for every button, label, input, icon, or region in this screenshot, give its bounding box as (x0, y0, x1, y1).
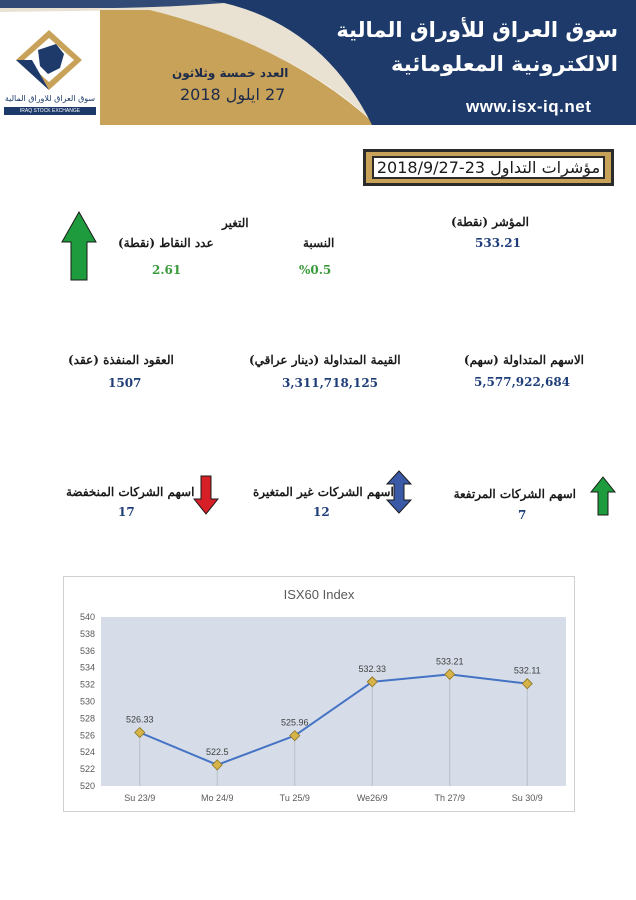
y-tick-label: 524 (79, 747, 95, 758)
points-value: 2.61 (152, 263, 182, 277)
falling-companies-value: 17 (118, 505, 135, 519)
x-tick-label: Tu 25/9 (279, 793, 310, 803)
chart-title: ISX60 Index (283, 587, 355, 602)
unchanged-companies-label: اسهم الشركات غير المتغيرة (253, 485, 394, 499)
isx-logo (14, 28, 84, 92)
data-label: 526.33 (125, 714, 154, 725)
y-tick-label: 530 (79, 696, 95, 707)
banner-text: مؤشرات التداول 23-2018/9/27 (372, 156, 605, 179)
contracts-value: 1507 (108, 376, 142, 390)
data-label: 525.96 (280, 717, 309, 728)
x-tick-label: Su 23/9 (124, 793, 156, 803)
percent-label: النسبة (303, 236, 335, 250)
y-tick-label: 538 (79, 628, 95, 639)
traded-shares-label: الاسهم المتداولة (سهم) (463, 353, 584, 367)
data-label: 522.5 (205, 746, 229, 757)
issue-date: 27 ايلول 2018 (180, 85, 286, 104)
y-tick-label: 536 (79, 645, 95, 656)
points-label: عدد النقاط (نقطة) (118, 236, 214, 250)
y-tick-label: 520 (79, 781, 95, 791)
rising-companies-label: اسهم الشركات المرتفعة (453, 487, 576, 501)
chart-svg (64, 577, 574, 811)
website-url: www.isx-iq.net (466, 97, 592, 116)
traded-value: 3,311,718,125 (282, 376, 379, 390)
exchange-subtitle: الالكترونية المعلومائية (391, 52, 618, 76)
data-label: 532.11 (513, 665, 541, 676)
y-tick-label: 540 (79, 612, 95, 622)
exchange-title: سوق العراق للأوراق المالية (336, 18, 618, 42)
index-value: 533.21 (475, 236, 521, 250)
x-tick-label: Th 27/9 (434, 793, 466, 803)
falling-arrow-icon (193, 475, 219, 515)
trading-indicators-banner (363, 149, 614, 186)
x-tick-label: We26/9 (356, 793, 388, 803)
data-label: 532.33 (358, 663, 387, 674)
falling-companies-label: اسهم الشركات المنخفضة (66, 485, 195, 499)
contracts-label: العقود المنفذة (عقد) (68, 353, 174, 367)
unchanged-companies-value: 12 (313, 505, 330, 519)
rising-companies-value: 7 (518, 508, 527, 522)
y-tick-label: 526 (79, 730, 95, 741)
arrow-up-icon (60, 210, 98, 282)
x-tick-label: Su 30/9 (511, 793, 543, 803)
logo-text-arabic: سوق العراق للاوراق المالية (4, 94, 96, 103)
plot-area (101, 617, 566, 786)
isx60-chart (63, 576, 575, 812)
data-label: 533.21 (435, 656, 464, 667)
traded-value-label: القيمة المتداولة (دينار عراقي) (249, 353, 401, 367)
change-label: التغير (222, 216, 249, 230)
y-tick-label: 532 (79, 679, 95, 690)
y-tick-label: 534 (79, 662, 95, 673)
rising-arrow-icon (590, 476, 616, 516)
y-tick-label: 528 (79, 713, 95, 724)
index-label: المؤشر (نقطة) (450, 215, 529, 229)
logo-text-english: IRAQ STOCK EXCHANGE (4, 107, 96, 115)
issue-number: العدد خمسة وثلاثون (172, 66, 289, 80)
y-tick-label: 522 (79, 764, 95, 775)
traded-shares-value: 5,577,922,684 (474, 375, 571, 389)
percent-value: %0.5 (299, 263, 332, 277)
x-tick-label: Mo 24/9 (200, 793, 234, 803)
